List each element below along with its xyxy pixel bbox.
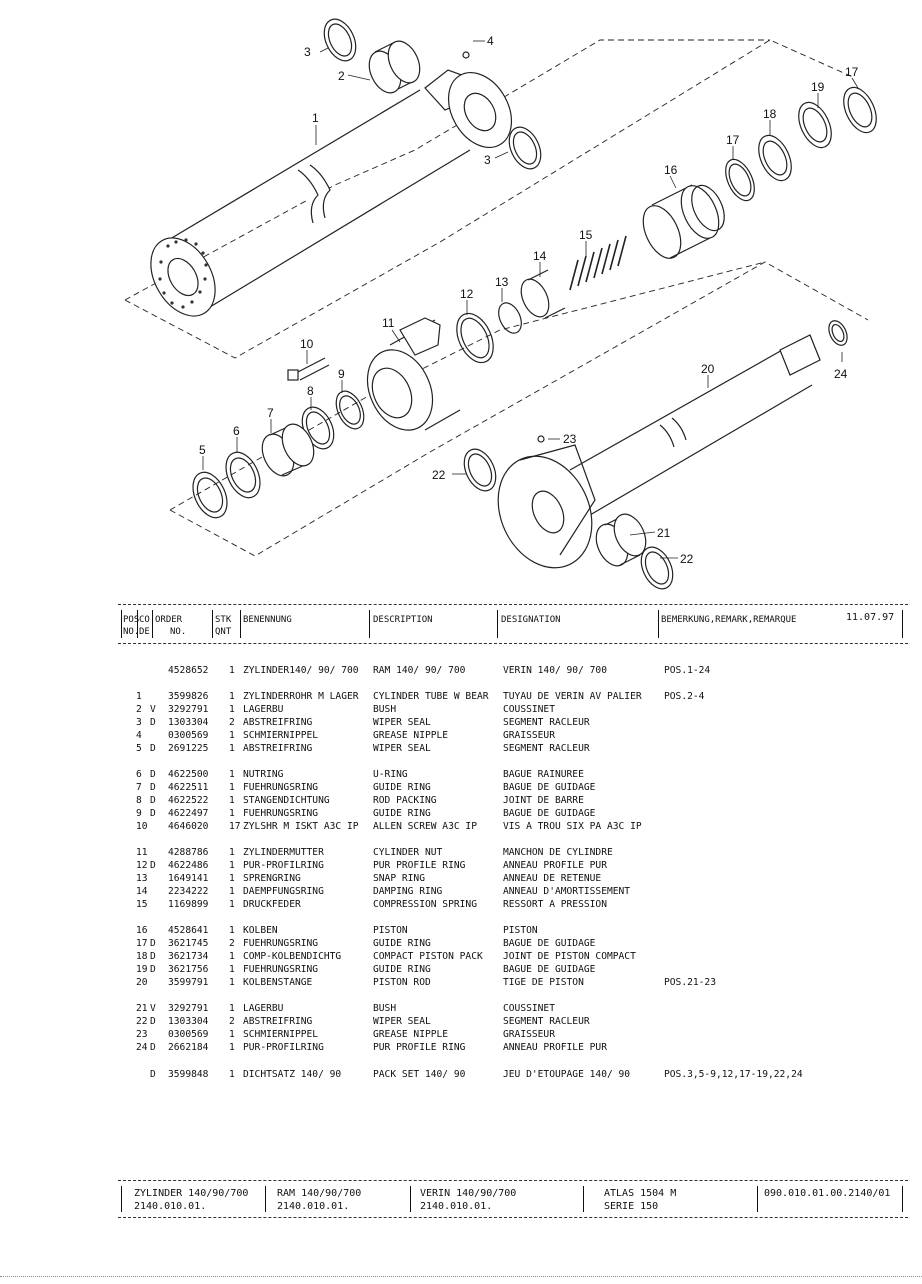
parts-row [0,1041,922,1054]
cell-de: ABSTREIFRING [243,1016,313,1027]
cell-order: 3599826 [168,691,209,702]
header-order-no: NO. [170,627,187,637]
cell-de: LAGERBU [243,1003,284,1014]
header-rule [497,610,498,638]
cell-fr: RESSORT A PRESSION [503,899,607,910]
callout-label: 7 [267,406,274,420]
cell-qty: 1 [229,925,235,936]
cell-order: 3621745 [168,938,209,949]
cell-code: D [150,1016,156,1027]
parts-row [0,1068,922,1081]
cell-fr: BAGUE DE GUIDAGE [503,782,596,793]
parts-row [0,1028,922,1041]
cell-code: D [150,808,156,819]
cell-qty: 1 [229,1029,235,1040]
callout-label: 4 [487,34,494,48]
cell-code: D [150,1042,156,1053]
cell-pos: 23 [136,1029,148,1040]
callout-label: 15 [579,228,593,242]
callout-label: 5 [199,443,206,457]
cell-de: SCHMIERNIPPEL [243,1029,319,1040]
callout-label: 17 [845,65,859,79]
cell-order: 2691225 [168,743,209,754]
cell-qty: 1 [229,886,235,897]
cell-en: ALLEN SCREW A3C IP [373,821,477,832]
cell-de: FUEHRUNGSRING [243,938,319,949]
parts-row [0,859,922,872]
cell-fr: JOINT DE BARRE [503,795,584,806]
cell-qty: 1 [229,665,235,676]
cell-order: 3599848 [168,1069,209,1080]
cell-order: 3292791 [168,704,209,715]
cell-fr: VIS A TROU SIX PA A3C IP [503,821,642,832]
cell-pos: 22 [136,1016,148,1027]
parts-row [0,794,922,807]
parts-row [0,716,922,729]
header-stk: STK [215,615,232,625]
header-de: DE [139,627,150,637]
header-bottom-rule [118,643,908,644]
cell-qty: 2 [229,717,235,728]
cell-de: STANGENDICHTUNG [243,795,330,806]
cell-order: 2662184 [168,1042,209,1053]
cell-order: 4646020 [168,821,209,832]
cell-remark: POS.21-23 [664,977,716,988]
header-qnt: QNT [215,627,232,637]
cell-fr: ANNEAU PROFILE PUR [503,1042,607,1053]
parts-row [0,703,922,716]
cell-order: 4288786 [168,847,209,858]
callout-label: 23 [563,432,577,446]
cell-pos: 17 [136,938,148,949]
cell-qty: 1 [229,860,235,871]
cell-order: 3292791 [168,1003,209,1014]
callout-label: 8 [307,384,314,398]
cell-de: PUR-PROFILRING [243,860,324,871]
callout-label: 17 [726,133,740,147]
cell-pos: 14 [136,886,148,897]
cell-en: SNAP RING [373,873,425,884]
cell-fr: COUSSINET [503,1003,555,1014]
footer-rule [410,1186,411,1212]
callout-label: 22 [432,468,446,482]
header-order: ORDER [155,615,183,625]
cell-order: 0300569 [168,1029,209,1040]
cell-fr: BAGUE DE GUIDAGE [503,938,596,949]
cell-order: 4622497 [168,808,209,819]
parts-row [0,742,922,755]
cell-pos: 16 [136,925,148,936]
cell-de: ZYLINDERROHR M LAGER [243,691,359,702]
footer-en-title: RAM 140/90/700 [277,1188,362,1199]
cell-code: D [150,717,156,728]
parts-row [0,820,922,833]
cell-code: D [150,951,156,962]
cell-code: D [150,782,156,793]
cell-pos: 5 [136,743,142,754]
cell-fr: SEGMENT RACLEUR [503,743,590,754]
cell-code: D [150,795,156,806]
cell-de: FUEHRUNGSRING [243,964,319,975]
header-pos: POS [123,615,140,625]
cell-pos: 4 [136,730,142,741]
cell-code: D [150,1069,156,1080]
callout-label: 3 [304,45,311,59]
callout-label: 12 [460,287,474,301]
cell-en: GUIDE RING [373,964,431,975]
cell-de: ZYLINDERMUTTER [243,847,324,858]
cell-pos: 7 [136,782,142,793]
cell-de: PUR-PROFILRING [243,1042,324,1053]
footer-bottom-rule [118,1217,908,1218]
cell-en: CYLINDER NUT [373,847,443,858]
footer-series: SERIE 150 [604,1201,659,1212]
parts-row [0,781,922,794]
cell-fr: GRAISSEUR [503,730,555,741]
cell-de: COMP-KOLBENDICHTG [243,951,342,962]
cell-de: NUTRING [243,769,284,780]
cell-pos: 12 [136,860,148,871]
cell-remark: POS.2-4 [664,691,705,702]
cell-en: CYLINDER TUBE W BEAR [373,691,489,702]
cell-en: PUR PROFILE RING [373,1042,466,1053]
cell-de: FUEHRUNGSRING [243,782,319,793]
cell-fr: PISTON [503,925,538,936]
header-no: NO. [123,627,140,637]
cell-remark: POS.3,5-9,12,17-19,22,24 [664,1069,803,1080]
callout-label: 14 [533,249,547,263]
cell-fr: JEU D'ETOUPAGE 140/ 90 [503,1069,631,1080]
cell-fr: ANNEAU D'AMORTISSEMENT [503,886,631,897]
header-benennung: BENENNUNG [243,615,292,625]
callout-label: 19 [811,80,825,94]
header-rule [121,610,122,638]
header-date: 11.07.97 [846,612,895,623]
cell-de: DICHTSATZ 140/ 90 [243,1069,342,1080]
parts-row [0,729,922,742]
callout-label: 20 [701,362,715,376]
parts-row [0,976,922,989]
cell-qty: 1 [229,1042,235,1053]
cell-order: 2234222 [168,886,209,897]
cell-pos: 6 [136,769,142,780]
cell-pos: 2 [136,704,142,715]
footer-rule [757,1186,758,1212]
cell-qty: 1 [229,977,235,988]
cell-order: 4622511 [168,782,209,793]
cell-en: PACK SET 140/ 90 [373,1069,466,1080]
header-remark: BEMERKUNG,REMARK,REMARQUE [661,615,797,625]
cell-fr: MANCHON DE CYLINDRE [503,847,613,858]
footer-machine: ATLAS 1504 M [604,1188,677,1199]
callout-label: 21 [657,526,671,540]
cell-en: GUIDE RING [373,938,431,949]
parts-row [0,846,922,859]
cell-de: SPRENGRING [243,873,301,884]
parts-row [0,898,922,911]
cell-pos: 19 [136,964,148,975]
cell-en: U-RING [373,769,408,780]
cell-en: PISTON ROD [373,977,431,988]
cell-en: GUIDE RING [373,808,431,819]
parts-row [0,963,922,976]
cell-qty: 1 [229,795,235,806]
cell-pos: 8 [136,795,142,806]
cell-qty: 1 [229,769,235,780]
cell-qty: 1 [229,899,235,910]
callout-label: 22 [680,552,694,566]
cell-pos: 24 [136,1042,148,1053]
cell-en: COMPRESSION SPRING [373,899,477,910]
cell-qty: 1 [229,704,235,715]
callout-label: 16 [664,163,678,177]
footer-rule [121,1186,122,1212]
callout-label: 10 [300,337,314,351]
footer-fr-code: 2140.010.01. [420,1201,493,1212]
cell-order: 4528641 [168,925,209,936]
cell-code: D [150,860,156,871]
cell-en: WIPER SEAL [373,743,431,754]
header-rule [240,610,241,638]
callout-label: 3 [484,153,491,167]
cell-qty: 1 [229,808,235,819]
cell-order: 1649141 [168,873,209,884]
callout-label: 11 [382,316,395,330]
cell-fr: GRAISSEUR [503,1029,555,1040]
cell-pos: 15 [136,899,148,910]
cell-remark: POS.1-24 [664,665,711,676]
footer-doc-number: 090.010.01.00.2140/01 [764,1188,891,1199]
cell-pos: 10 [136,821,148,832]
page-edge-rule [0,1276,922,1277]
header-rule [212,610,213,638]
cell-de: DRUCKFEDER [243,899,301,910]
cell-qty: 1 [229,730,235,741]
cell-qty: 1 [229,782,235,793]
footer-rule [902,1186,903,1212]
cell-en: BUSH [373,704,397,715]
callout-label: 13 [495,275,509,289]
cell-qty: 2 [229,938,235,949]
exploded-view-drawing [0,0,922,600]
cell-en: WIPER SEAL [373,1016,431,1027]
cell-code: V [150,704,156,715]
cell-de: DAEMPFUNGSRING [243,886,324,897]
cell-order: 4622486 [168,860,209,871]
cell-qty: 1 [229,1069,235,1080]
cell-order: 4622522 [168,795,209,806]
cell-fr: VERIN 140/ 90/ 700 [503,665,607,676]
parts-row [0,807,922,820]
parts-row [0,1015,922,1028]
cell-code: D [150,769,156,780]
cell-order: 4622500 [168,769,209,780]
cell-pos: 21 [136,1003,148,1014]
cell-fr: BAGUE RAINUREE [503,769,584,780]
header-rule [369,610,370,638]
cell-en: COMPACT PISTON PACK [373,951,483,962]
cell-fr: JOINT DE PISTON COMPACT [503,951,636,962]
cell-code: D [150,964,156,975]
cell-qty: 1 [229,1003,235,1014]
cell-en: PUR PROFILE RING [373,860,466,871]
cell-fr: TUYAU DE VERIN AV PALIER [503,691,642,702]
cell-pos: 1 [136,691,142,702]
cell-order: 4528652 [168,665,209,676]
header-description: DESCRIPTION [373,615,433,625]
cell-en: PISTON [373,925,408,936]
cell-qty: 1 [229,873,235,884]
cell-qty: 1 [229,743,235,754]
cell-de: KOLBENSTANGE [243,977,313,988]
footer-top-rule [118,1180,908,1181]
parts-row [0,768,922,781]
header-rule [902,610,903,638]
cell-code: V [150,1003,156,1014]
cell-de: KOLBEN [243,925,278,936]
parts-row [0,885,922,898]
parts-row [0,924,922,937]
parts-row [0,690,922,703]
cell-order: 3599791 [168,977,209,988]
cell-fr: SEGMENT RACLEUR [503,1016,590,1027]
cell-fr: BAGUE DE GUIDAGE [503,808,596,819]
cell-fr: BAGUE DE GUIDAGE [503,964,596,975]
cell-fr: ANNEAU PROFILE PUR [503,860,607,871]
cell-de: ZYLINDER140/ 90/ 700 [243,665,359,676]
cell-en: GUIDE RING [373,782,431,793]
cell-fr: TIGE DE PISTON [503,977,584,988]
parts-row [0,1002,922,1015]
cell-qty: 1 [229,951,235,962]
header-top-rule [118,604,908,605]
cell-code: D [150,743,156,754]
header-rule [658,610,659,638]
cell-en: BUSH [373,1003,397,1014]
callout-label: 24 [834,367,848,381]
cell-fr: ANNEAU DE RETENUE [503,873,602,884]
header-co: CO [139,615,150,625]
footer-en-code: 2140.010.01. [277,1201,350,1212]
footer-de-code: 2140.010.01. [134,1201,207,1212]
cell-de: ZYLSHR M ISKT A3C IP [243,821,359,832]
footer-rule [583,1186,584,1212]
cell-en: GREASE NIPPLE [373,730,449,741]
cell-code: D [150,938,156,949]
cell-qty: 1 [229,964,235,975]
cell-en: WIPER SEAL [373,717,431,728]
callout-label: 6 [233,424,240,438]
cell-de: ABSTREIFRING [243,743,313,754]
cell-order: 0300569 [168,730,209,741]
cell-order: 1303304 [168,1016,209,1027]
parts-row [0,664,922,677]
cell-pos: 3 [136,717,142,728]
cell-de: ABSTREIFRING [243,717,313,728]
cell-en: GREASE NIPPLE [373,1029,449,1040]
callout-label: 2 [338,69,345,83]
footer-fr-title: VERIN 140/90/700 [420,1188,517,1199]
callout-label: 1 [312,111,319,125]
cell-order: 1169899 [168,899,209,910]
cell-order: 3621734 [168,951,209,962]
cell-order: 1303304 [168,717,209,728]
callout-label: 9 [338,367,345,381]
cell-pos: 11 [136,847,148,858]
parts-row [0,937,922,950]
footer-de-title: ZYLINDER 140/90/700 [134,1188,249,1199]
cell-fr: SEGMENT RACLEUR [503,717,590,728]
cell-en: ROD PACKING [373,795,437,806]
cell-qty: 2 [229,1016,235,1027]
cell-de: FUEHRUNGSRING [243,808,319,819]
cell-de: LAGERBU [243,704,284,715]
footer-rule [265,1186,266,1212]
cell-pos: 9 [136,808,142,819]
cell-en: DAMPING RING [373,886,443,897]
cell-qty: 17 [229,821,241,832]
parts-row [0,950,922,963]
parts-row [0,872,922,885]
cell-en: RAM 140/ 90/ 700 [373,665,466,676]
header-rule [152,610,153,638]
cell-qty: 1 [229,847,235,858]
cell-pos: 18 [136,951,148,962]
cell-de: SCHMIERNIPPEL [243,730,319,741]
cell-pos: 20 [136,977,148,988]
callout-label: 18 [763,107,777,121]
cell-order: 3621756 [168,964,209,975]
cell-qty: 1 [229,691,235,702]
cell-fr: COUSSINET [503,704,555,715]
header-designation: DESIGNATION [501,615,561,625]
cell-pos: 13 [136,873,148,884]
